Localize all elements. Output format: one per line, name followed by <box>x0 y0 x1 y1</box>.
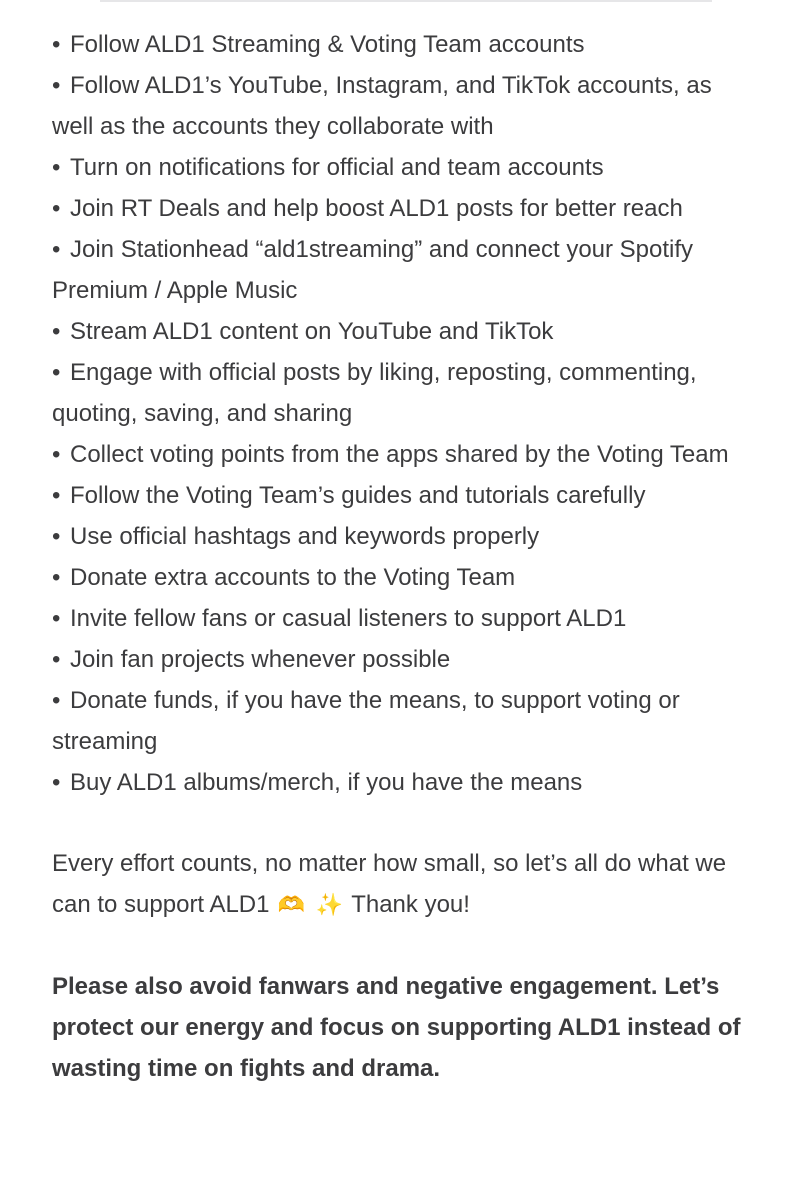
list-item-text: Follow the Voting Team’s guides and tutorials carefully <box>70 482 646 509</box>
list-item-text: Collect voting points from the apps shared by the Voting Team <box>70 441 729 468</box>
bullet-icon: • <box>52 359 61 386</box>
closing-message <box>52 843 752 925</box>
list-item <box>52 65 752 147</box>
list-item-text: Donate extra accounts to the Voting Team <box>70 564 516 591</box>
bullet-icon: • <box>52 482 61 509</box>
bullet-icon: • <box>52 564 61 591</box>
bullet-icon: • <box>52 154 61 181</box>
bullet-icon: • <box>52 687 61 714</box>
list-item-text: Turn on notifications for official and team accounts <box>70 154 604 181</box>
list-item <box>52 147 752 188</box>
list-item <box>52 352 752 434</box>
list-item <box>52 516 752 557</box>
list-item <box>52 639 752 680</box>
bullet-icon: • <box>52 605 61 632</box>
list-item <box>52 598 752 639</box>
bullet-icon: • <box>52 236 61 263</box>
list-item-text: Engage with official posts by liking, reposting, commenting, quoting, saving, and sharing <box>52 359 697 427</box>
thank-you-text: Thank you! <box>351 891 470 918</box>
list-item <box>52 229 752 311</box>
list-item <box>52 680 752 762</box>
closing-text: Every effort counts, no matter how small, so let’s all do what we can to support ALD1 <box>52 850 727 918</box>
list-item-text: Invite fellow fans or casual listeners to support ALD1 <box>70 605 627 632</box>
list-item-text: Follow ALD1 Streaming & Voting Team accounts <box>70 31 585 58</box>
list-item-text: Use official hashtags and keywords properly <box>70 523 540 550</box>
list-item <box>52 762 752 803</box>
list-item-text: Join Stationhead “ald1streaming” and connect your Spotify Premium / Apple Music <box>52 236 694 304</box>
bullet-icon: • <box>52 318 61 345</box>
bullet-icon: • <box>52 523 61 550</box>
list-item <box>52 311 752 352</box>
bullet-icon: • <box>52 646 61 673</box>
list-item-text: Join fan projects whenever possible <box>70 646 451 673</box>
list-item-text: Stream ALD1 content on YouTube and TikTok <box>70 318 554 345</box>
bullet-icon: • <box>52 31 61 58</box>
bullet-icon: • <box>52 769 61 796</box>
warning-message: Please also avoid fanwars and negative engagement. Let’s protect our energy and focus on supporting ALD1 instead of wasting time on fights and drama. <box>52 973 741 1082</box>
bullet-icon: • <box>52 72 61 99</box>
emoji-group <box>277 884 344 925</box>
list-item <box>52 188 752 229</box>
bullet-icon: • <box>52 195 61 222</box>
list-item-text: Join RT Deals and help boost ALD1 posts for better reach <box>70 195 683 222</box>
list-item <box>52 475 752 516</box>
list-item <box>52 24 752 65</box>
top-divider <box>100 0 712 2</box>
list-item <box>52 434 752 475</box>
list-item-text: Follow ALD1’s YouTube, Instagram, and TikTok accounts, as well as the accounts they collaborate with <box>52 72 712 140</box>
support-checklist <box>52 24 752 803</box>
list-item-text: Donate funds, if you have the means, to support voting or streaming <box>52 687 680 755</box>
list-item-text: Buy ALD1 albums/merch, if you have the means <box>70 769 583 796</box>
heart-hands-icon: 🫶 <box>277 892 307 917</box>
note-body <box>52 24 752 1089</box>
sparkles-icon: ✨ <box>315 892 345 917</box>
list-item <box>52 557 752 598</box>
bullet-icon: • <box>52 441 61 468</box>
